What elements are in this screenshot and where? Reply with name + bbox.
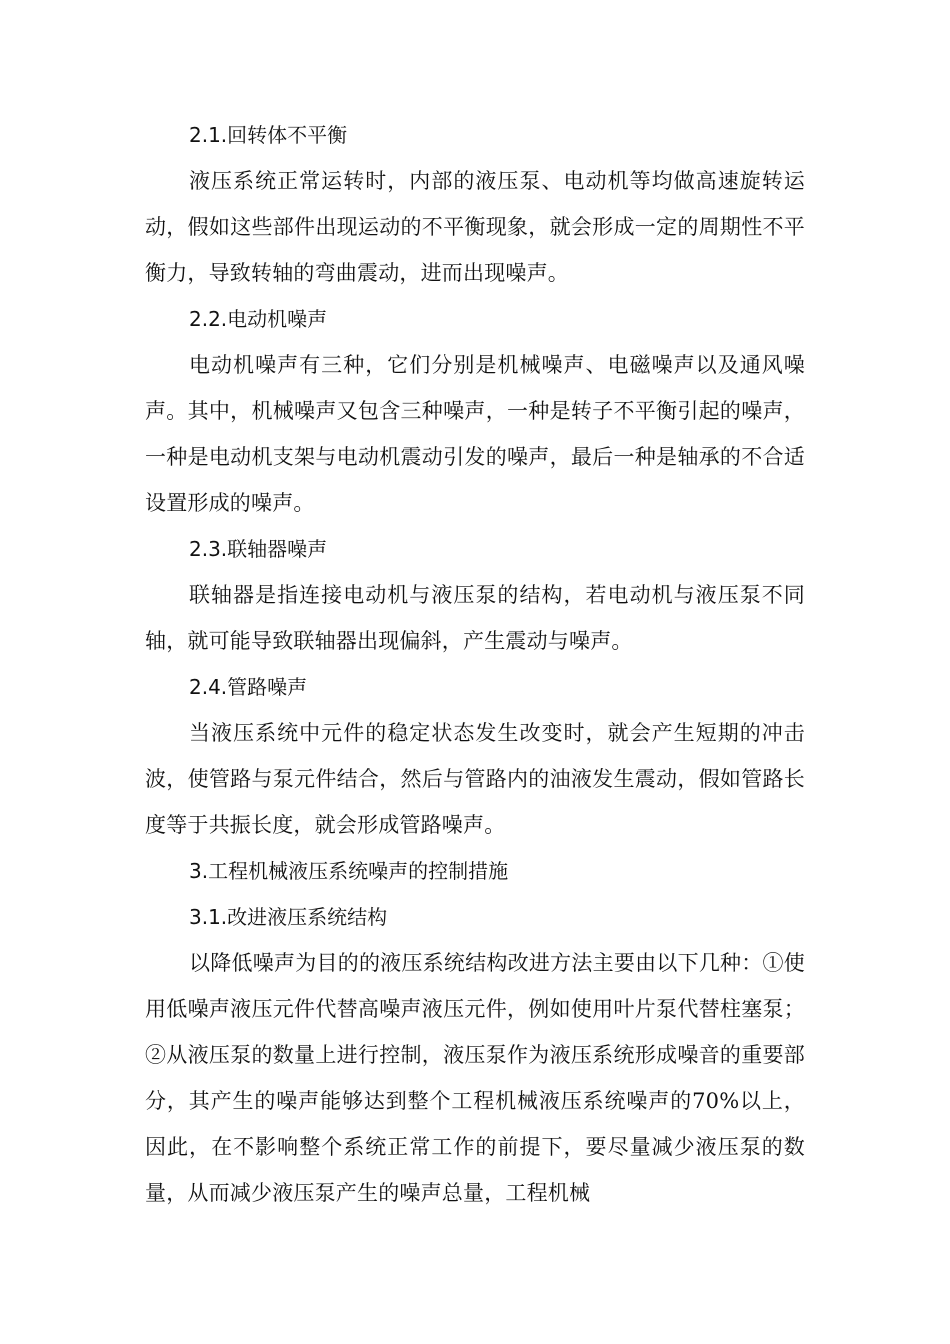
paragraph-2-2: 电动机噪声有三种，它们分别是机械噪声、电磁噪声以及通风噪声。其中，机械噪声又包含三种噪声，一种是转子不平衡引起的噪声，一种是电动机支架与电动机震动引发的噪声，最后一种是轴承的不合适设置形成的噪声。 — [145, 353, 805, 515]
paragraph-2-3: 联轴器是指连接电动机与液压泵的结构，若电动机与液压泵不同轴，就可能导致联轴器出现偏斜，产生震动与噪声。 — [145, 583, 805, 653]
heading-2-2: 2.2.电动机噪声 — [189, 307, 328, 331]
heading-3-1: 3.1.改进液压系统结构 — [189, 905, 388, 929]
heading-2-1: 2.1.回转体不平衡 — [189, 123, 348, 147]
paragraph-2-1: 液压系统正常运转时，内部的液压泵、电动机等均做高速旋转运动，假如这些部件出现运动的不平衡现象，就会形成一定的周期性不平衡力，导致转轴的弯曲震动，进而出现噪声。 — [145, 169, 805, 285]
heading-2-3: 2.3.联轴器噪声 — [189, 537, 328, 561]
document-body — [145, 112, 805, 1216]
paragraph-3-1: 以降低噪声为目的的液压系统结构改进方法主要由以下几种：①使用低噪声液压元件代替高噪声液压元件，例如使用叶片泵代替柱塞泵；②从液压泵的数量上进行控制，液压泵作为液压系统形成噪音的重要部分，其产生的噪声能够达到整个工程机械液压系统噪声的70%以上，因此，在不影响整个系统正常工作的前提下，要尽量减少液压泵的数量，从而减少液压泵产生的噪声总量，工程机械 — [145, 951, 805, 1205]
heading-3: 3.工程机械液压系统噪声的控制措施 — [189, 859, 509, 883]
paragraph-2-4: 当液压系统中元件的稳定状态发生改变时，就会产生短期的冲击波，使管路与泵元件结合，然后与管路内的油液发生震动，假如管路长度等于共振长度，就会形成管路噪声。 — [145, 721, 805, 837]
heading-2-4: 2.4.管路噪声 — [189, 675, 308, 699]
